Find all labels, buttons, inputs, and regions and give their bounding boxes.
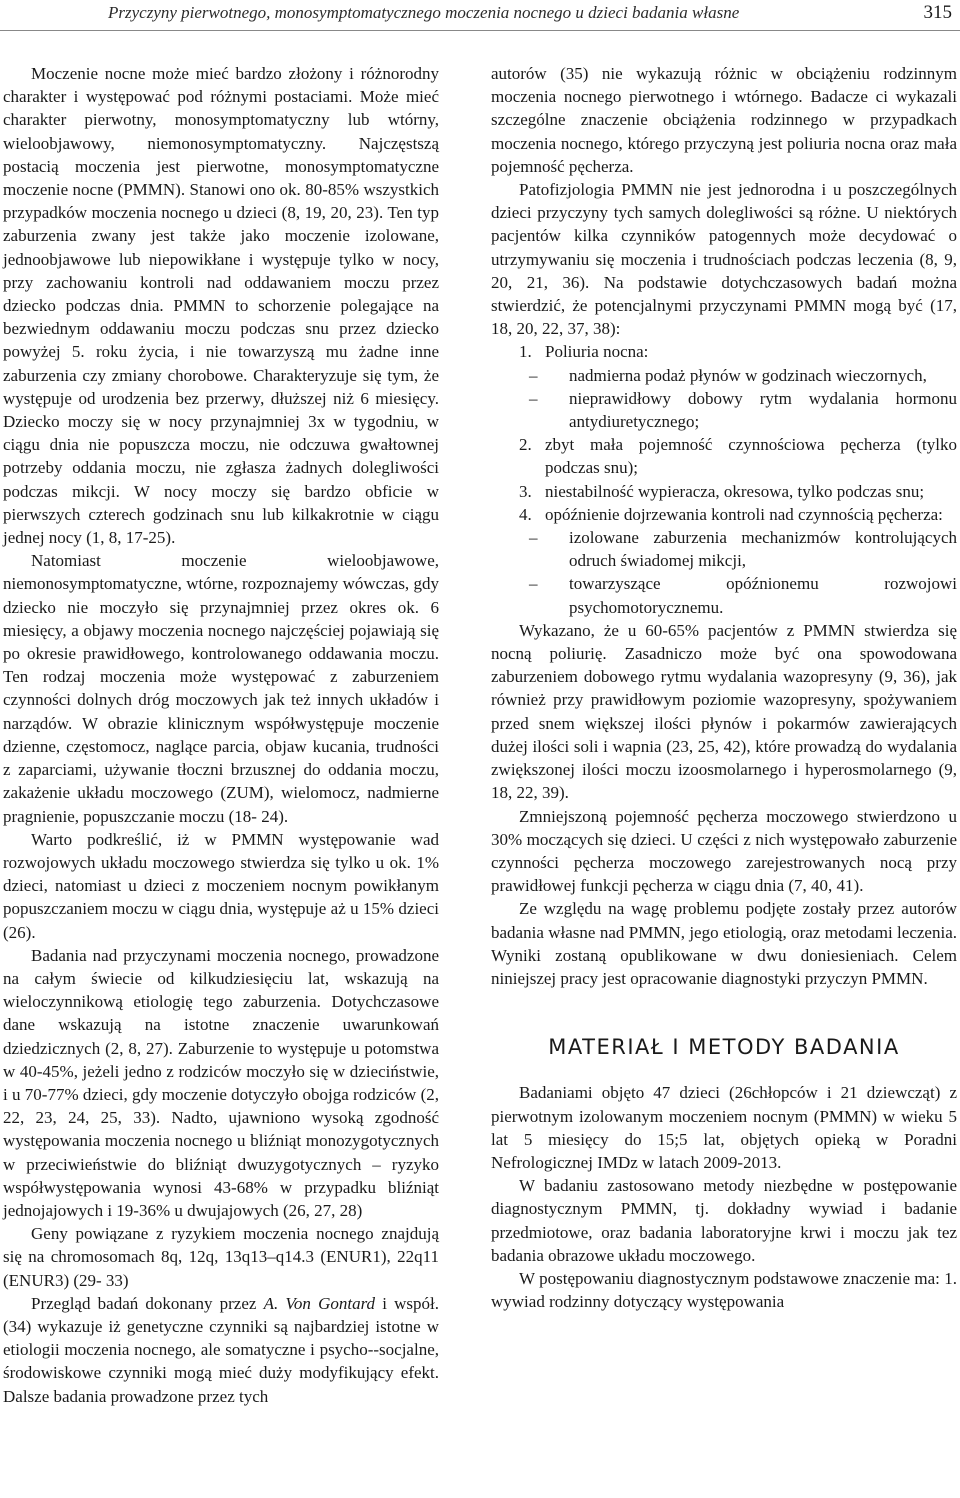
sub-list-item-text: izolowane zaburzenia mechanizmów kontrolujących odruch świadomej mikcji, bbox=[569, 528, 957, 571]
sub-list-item bbox=[491, 364, 957, 387]
sub-list-item bbox=[491, 526, 957, 572]
paragraph: Zmniejszoną pojemność pęcherza moczowego stwierdzono u 30% moczących się dzieci. U części z nich występowało zaburzenie czynności pęcherza moczowego zarejestrowanych nocą przy prawidłowej funkcji pęcherza w ciągu dnia (7, 40, 41). bbox=[491, 806, 957, 896]
dash-bullet: – bbox=[529, 365, 538, 385]
page-header bbox=[0, 0, 960, 31]
dash-bullet: – bbox=[529, 528, 538, 548]
paragraph: Moczenie nocne może mieć bardzo złożony i różnorodny charakter i występować pod różnymi postaciami. Może mieć charakter pierwotny, monosymptomatyczny lub wtórny, wieloobjawowy, niemonosymptomatyczny. Najczęstszą postacią moczenia jest pierwotne, monosymptomatyczne moczenie nocne (PMMN). Stanowi ono ok. 80-85% wszystkich przypadków moczenia nocnego u dzieci (8, 19, 20, 23). Ten typ zaburzenia zwany jest także jako moczenie izolowane, jednoobjawowe lub niepowikłane i występuje tylko w nocy, przy zachowaniu kontroli nad oddawaniem moczu przez dziecko podczas dnia. PMMN to schorzenie polegające na bezwiednym oddawaniu moczu podczas snu przez dziecko powyżej 5. roku życia, i nie towarzyszą mu żadne inne zaburzenia czy zmiany chorobowe. Charakteryzuje się tym, że występuje od urodzenia bez przerwy, dłuższej niż 6 miesięcy. Dziecko moczy się w nocy przynajmniej 3x w tygodniu, w ciągu dnia nie popuszcza moczu, nie odczuwa gwałtownej potrzeby oddania moczu, nie zgłasza żadnych dolegliwości podczas mikcji. W nocy moczy się bardzo obficie w pierwszych czterech godzinach snu lub kilkakrotnie w ciągu jednej nocy (1, 8, 17-25). bbox=[3, 64, 439, 548]
list-item bbox=[491, 433, 957, 479]
text-run: i współ. (34) wykazuje iż genetyczne czynniki są najbardziej istotne w etiologii moczenia nocnego, ale somatyczne i psycho--socjalne, środowiskowe czynniki mogą mieć duży modyfikujący efekt. Dalsze badania prowadzone przez tych bbox=[3, 1293, 439, 1406]
paragraph: Warto podkreślić, iż w PMMN występowanie wad rozwojowych układu moczowego stwierdza się tylko u ok. 1% dzieci, natomiast u dzieci z moczeniem nocnym powikłanym popuszczaniem moczu w ciągu dnia, występuje aż u 15% dzieci (26). bbox=[3, 829, 439, 942]
paragraph: Patofizjologia PMMN nie jest jednorodna i u poszczególnych dzieci przyczyny tych samych dolegliwości są różne. U niektórych pacjentów kilka czynników patogennych może decydować o utrzymywaniu się moczenia i trudnościach podczas leczenia (8, 9, 20, 21, 36). Na podstawie dotychczasowych badań można stwierdzić, że potencjalnymi przyczynami PMMN mogą być (17, 18, 20, 22, 37, 38): bbox=[491, 180, 957, 339]
paragraph: W badaniu zastosowano metody niezbędne w postępowanie diagnostycznym PMMN, tj. dokładny wywiad i badanie przedmiotowe, oraz badania laboratoryjne krwi i moczu jak tez badania obrazowe układu moczowego. bbox=[491, 1176, 957, 1265]
right-column bbox=[491, 62, 957, 1313]
list-number: 3. bbox=[519, 481, 532, 501]
dash-bullet: – bbox=[529, 574, 538, 594]
paragraph: Natomiast moczenie wieloobjawowe, niemonosymptomatyczne, wtórne, rozpoznajemy wówczas, gdy dziecko nie moczyło się przynajmniej przez okres ok. 6 miesięcy, a objawy moczenia nocnego najczęściej pojawiają się po okresie prawidłowego, kontrolowanego oddawania moczu. Ten rodzaj moczenia może występować z zaburzeniem czynności dolnych dróg moczowych jak też innych układów i narządów. W obrazie klinicznym współwystępuje moczenie dzienne, częstomocz, naglące parcia, objaw kucania, trudności z zaparciami, używanie tłoczni brzusznej do oddania moczu, zakażenie układu moczowego (ZUM), wielomocz, nadmierne pragnienie, popuszczanie moczu (18- 24). bbox=[3, 551, 439, 826]
list-item bbox=[491, 503, 957, 526]
paragraph bbox=[3, 1292, 439, 1408]
paragraph: Geny powiązane z ryzykiem moczenia nocnego znajdują się na chromosomach 8q, 12q, 13q13–q14.3 (ENUR1), 22q11 (ENUR3) (29- 33) bbox=[3, 1224, 439, 1290]
paragraph: Wykazano, że u 60-65% pacjentów z PMMN stwierdza się nocną poliurię. Zasadniczo może być ona spowodowana zaburzeniem dobowego rytmu wydalania wazopresyny (9, 36), jak również przy prawidłowym poziomie wazopresyny, spożywaniem przed snem większej ilości płynów i pokarmów zawierających dużej ilości soli i wapnia (23, 25, 42), które prowadzą do wydalania zwiększonej ilości moczu izoosmolarnego i hyperosmolarnego (9, 18, 22, 39). bbox=[491, 620, 957, 803]
list-item-text: opóźnienie dojrzewania kontroli nad czynnością pęcherza: bbox=[545, 504, 943, 524]
sub-list bbox=[491, 364, 957, 434]
list-number: 2. bbox=[519, 435, 532, 455]
list-item bbox=[491, 340, 957, 363]
list-number: 4. bbox=[519, 504, 532, 524]
paragraph: Badaniami objęto 47 dzieci (26chłopców i 21 dziewcząt) z pierwotnym izolowanym moczeniem nocnym (PMMN) w wieku 5 lat 5 miesięcy do 15;5 lat, objętych opieką w Poradni Nefrologicznej IMDz w latach 2009-2013. bbox=[491, 1083, 957, 1172]
causes-list bbox=[491, 340, 957, 363]
list-number: 1. bbox=[519, 342, 532, 362]
paragraph: autorów (35) nie wykazują różnic w obciążeniu rodzinnym moczenia nocnego pierwotnego i wtórnego. Badacze ci wykazali szczególne znaczenie obciążenia rodzinnego w przypadkach moczenia nocnego, którego przyczyną jest poliuria nocna oraz mała pojemność pęcherza. bbox=[491, 64, 957, 176]
dash-bullet: – bbox=[529, 388, 538, 408]
sub-list-item bbox=[491, 387, 957, 433]
left-column bbox=[3, 62, 439, 1408]
list-item-text: Poliuria nocna: bbox=[545, 342, 649, 362]
sub-list bbox=[491, 526, 957, 619]
sub-list-item-text: towarzyszące opóźnionemu rozwojowi psychomotorycznemu. bbox=[569, 574, 957, 617]
paragraph: Badania nad przyczynami moczenia nocnego, prowadzone na całym świecie od kilkudziesięciu lat, wskazują na wieloczynnikową etiologię tego zaburzenia. Dotychczasowe dane wskazują na istotne znaczenie uwarunkowań dziedzicznych (2, 8, 27). Zaburzenie to występuje u potomstwa w 40-45%, jeżeli jedno z rodziców moczyło się w dzieciństwie, i u 70-77% dzieci, gdy moczenie dotyczyło obojga rodziców (2, 22, 23, 24, 25, 33). Nadto, ujawniono wysoką zgodność występowania moczenia nocnego u bliźniąt monozygotycznych w przeciwieństwie do bliźniąt dwuzygotycznych – ryzyko współwystępowania wynosi 43-68% w przypadku bliźniąt jednojajowych i 19-36% u dwujajowych (26, 27, 28) bbox=[3, 945, 439, 1220]
list-item-text: zbyt mała pojemność czynnościowa pęcherza (tylko podczas snu); bbox=[545, 435, 957, 478]
section-heading: MATERIAŁ I METODY BADANIA bbox=[548, 1035, 900, 1060]
list-item-text: niestabilność wypieracza, okresowa, tylko podczas snu; bbox=[545, 481, 925, 501]
causes-list bbox=[491, 433, 957, 526]
text-run: Przegląd badań dokonany przez bbox=[31, 1293, 264, 1313]
paragraph: Ze względu na wagę problemu podjęte zostały przez autorów badania własne nad PMMN, jego etiologią, oraz metodami leczenia. Wyniki zostaną opublikowane w dwu doniesieniach. Celem niniejszej pracy jest opracowanie diagnostyki przyczyn PMMN. bbox=[491, 899, 957, 988]
running-title: Przyczyny pierwotnego, monosymptomatycznego moczenia nocnego u dzieci badania własne bbox=[108, 3, 740, 22]
page-number: 315 bbox=[923, 2, 952, 23]
sub-list-item-text: nieprawidłowy dobowy rytm wydalania hormonu antydiuretycznego; bbox=[569, 388, 957, 432]
sub-list-item bbox=[491, 572, 957, 618]
author-name: A. Von Gontard bbox=[263, 1293, 376, 1313]
paragraph: W postępowaniu diagnostycznym podstawowe znaczenie ma: 1. wywiad rodzinny dotyczący występowania bbox=[491, 1268, 957, 1312]
sub-list-item-text: nadmierna podaż płynów w godzinach wieczornych, bbox=[569, 365, 927, 385]
list-item bbox=[491, 480, 957, 503]
